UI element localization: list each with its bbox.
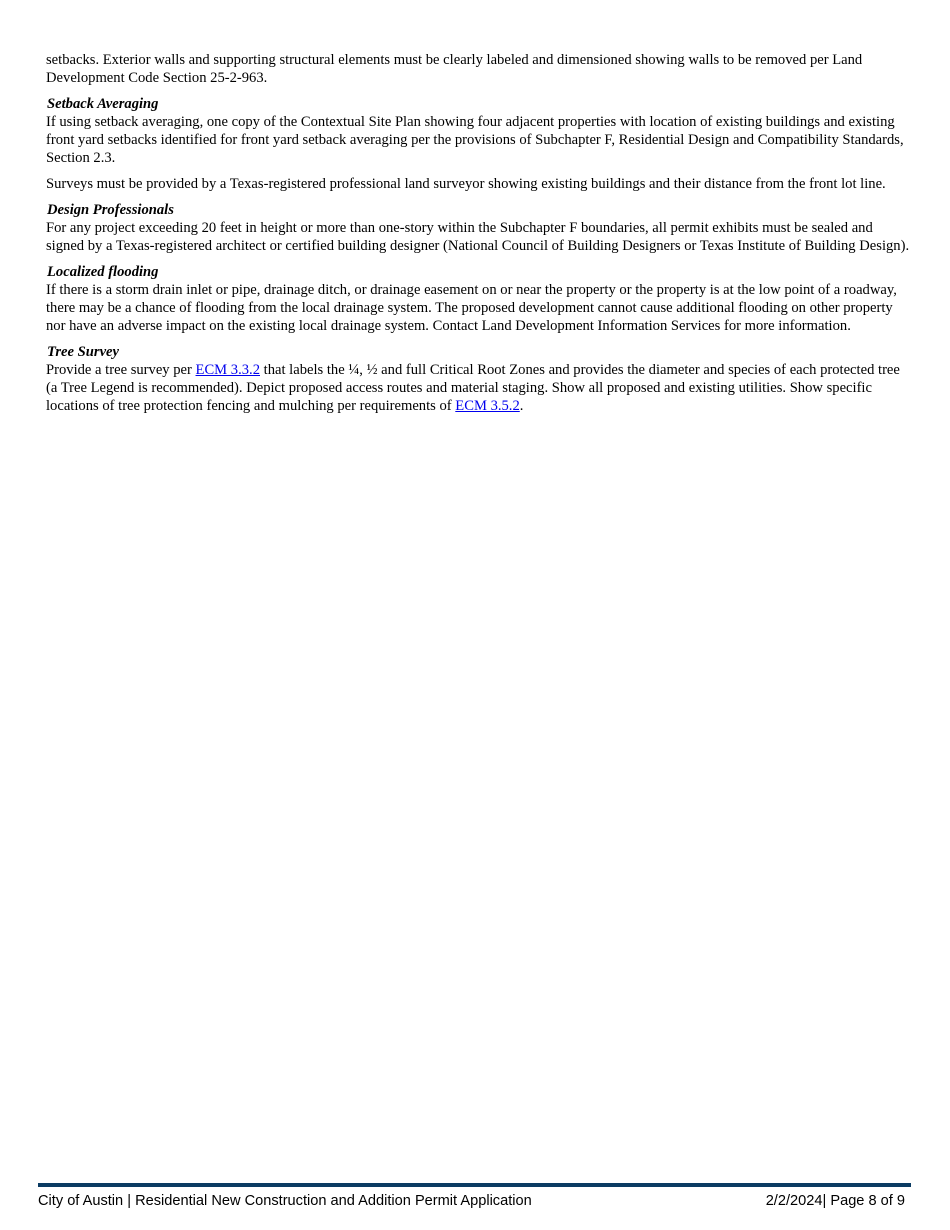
localized-flooding-paragraph: If there is a storm drain inlet or pipe, drainage ditch, or drainage easement on or near the property or the property is at the low point of a roadway, there may be a chance of flooding from the local drainage system. The proposed development cannot cause additional flooding on other property nor have an adverse impact on the existing local drainage system. Contact Land Development Information Services for more information.	[46, 282, 897, 334]
footer-page-number: 2/2/2024| Page 8 of 9	[765, 1193, 905, 1209]
footer-document-title: City of Austin | Residential New Construction and Addition Permit Application	[38, 1193, 532, 1209]
design-professionals-paragraph: For any project exceeding 20 feet in height or more than one-story within the Subchapter F boundaries, all permit exhibits must be sealed and signed by a Texas-registered architect or certified building designer (National Council of Building Designers or Texas Institute of Building Design).	[46, 220, 910, 254]
setback-averaging-heading: Setback Averaging	[47, 96, 159, 112]
document-body	[46, 51, 914, 415]
ecm-3-3-2-link[interactable]: ECM 3.3.2	[195, 362, 260, 378]
tree-survey-text-3: .	[519, 398, 524, 414]
design-professionals-heading: Design Professionals	[47, 202, 174, 218]
setback-averaging-paragraph: If using setback averaging, one copy of the Contextual Site Plan showing four adjacent properties with location of existing buildings and existing front yard setbacks identified for front yard setback averaging per the provisions of Subchapter F, Residential Design and Compatibility Standards, Section 2.3.	[46, 114, 904, 166]
footer-divider	[38, 1183, 911, 1187]
localized-flooding-heading: Localized flooding	[47, 264, 159, 280]
tree-survey-heading: Tree Survey	[47, 344, 119, 360]
ecm-3-5-2-link[interactable]: ECM 3.5.2	[455, 398, 520, 414]
tree-survey-paragraph	[46, 361, 914, 415]
intro-paragraph: setbacks. Exterior walls and supporting structural elements must be clearly labeled and dimensioned showing walls to be removed per Land Development Code Section 25-2-963.	[46, 52, 863, 86]
tree-survey-text-1: Provide a tree survey per	[46, 362, 196, 378]
tree-survey-text-2: that labels the ¼, ½ and full Critical Root Zones and provides the diameter and species of each protected tree (a Tree Legend is recommended). Depict proposed access routes and material staging. Show all proposed and existing utilities. Show specific locations of tree protection fencing and mulching per requirements of	[46, 362, 900, 414]
surveys-paragraph: Surveys must be provided by a Texas-registered professional land surveyor showing existing buildings and their distance from the front lot line.	[46, 176, 886, 192]
